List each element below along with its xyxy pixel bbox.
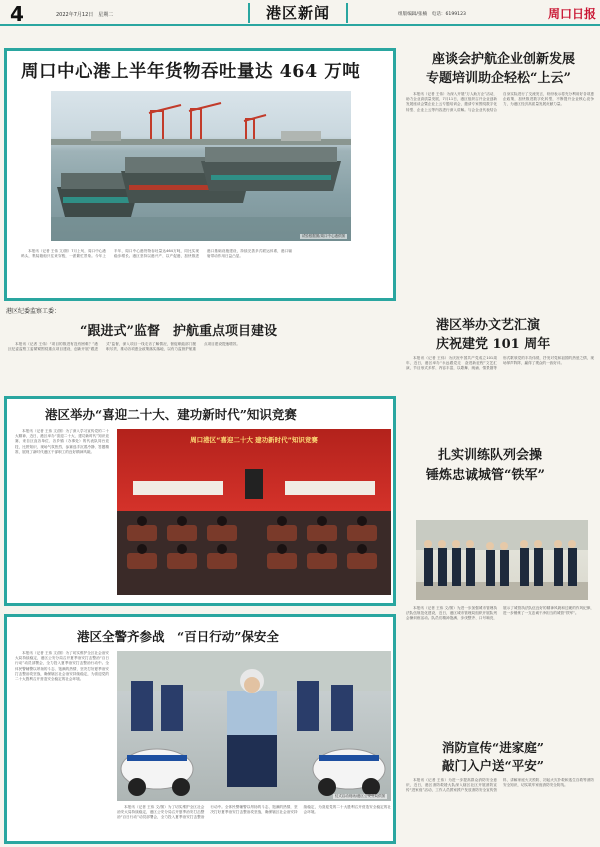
household-body-text: 本报讯（记者 王伟）为进一步提高群众消防安全意识，近日，港区消防救援大队深入辖区社区开展消防宣传“进家庭”活动，工作人员挨家挨户发放消防安全宣传资料，讲解家庭火灾预防、初起火灾扑救和逃生自救等消防安全知识，切实筑牢家庭消防安全防线。 [406, 778, 594, 793]
lead-body [21, 249, 385, 297]
culture-headline-2: 庆祝建党 101 周年 [436, 337, 551, 352]
oversight-body-text: 本报讯（记者 王伟）“项目的推进有没有困难？”港区纪委监察工委紧紧围绕重点项目建设，创新开展“跟进式”监督，深入项目一线走访了解情况，督促职能部门履职尽责，推动各项惠企政策落实落地，以有力监督护航重点项目建设提速增效。 [8, 342, 240, 352]
drill-body [406, 606, 594, 730]
police-body [15, 651, 109, 837]
contest-headline: 港区举办“喜迎二十大、建功新时代”知识竞赛 [45, 407, 297, 422]
oversight-headline: “跟进式”监督 护航重点项目建设 [80, 324, 277, 339]
oversight-body [8, 342, 392, 392]
section-title-box [248, 3, 348, 23]
culture-story [402, 306, 596, 402]
oversight-story [4, 306, 396, 394]
culture-body [406, 356, 594, 402]
oversight-kicker: 港区纪委监察工委： [6, 308, 61, 315]
household-headline-2: 敲门入户送“平安” [442, 758, 544, 773]
police-photo-caption: 仪式启动现场/港区公安分局供图 [334, 794, 385, 798]
household-story [402, 732, 596, 844]
contest-banner: 周口港区“喜迎二十大 建功新时代”知识竞赛 [190, 436, 318, 444]
drill-story [402, 402, 596, 732]
lead-story-box [4, 48, 396, 301]
drill-photo-illustration [416, 520, 588, 600]
page-number: 4 [10, 2, 24, 26]
household-body [406, 778, 594, 842]
drill-headline-1: 扎实训练队列会操 [438, 448, 543, 463]
police-photo [117, 651, 391, 801]
lead-headline: 周口中心港上半年货物吞吐量达 464 万吨 [21, 62, 361, 82]
issue-date: 2022年7月12日 星期二 [56, 12, 114, 18]
contest-body-text: 本报讯（记者 王伟 文/图）为了深入学习宣传党的二十大精神，近日，港区举办“喜迎二十大、建功新时代”知识竞赛，来自区直各单位、各乡镇（办事处）的代表队同台竞技，比拼知识，现场气氛热烈，参赛选手沉着冷静、答题精准，展现了新时代港区干部职工的良好精神风貌。 [15, 429, 109, 454]
seminar-story [402, 36, 596, 306]
drill-photo [416, 520, 588, 600]
port-photo-illustration [51, 91, 351, 241]
section-title: 港区新闻 [265, 4, 330, 22]
culture-headline-1: 港区举办文艺汇演 [436, 318, 541, 333]
police-headline: 港区全警齐参战 “百日行动”保安全 [77, 629, 279, 644]
seminar-body-text: 本报讯（记者 王伟）为深入开展“万人助万企”活动，助力企业高质量发展，7月11日，港区组织召开企业创新发展座谈会暨企业上云专题培训会，邀请专家围绕数字化转型、企业上云等内容进行深入讲解。与会企业代表结合自身实际进行了交流发言，纷纷表示将充分利用好各项惠企政策，加快推进数字化转型，不断提升企业核心竞争力，为港区经济高质量发展贡献力量。 [406, 92, 594, 112]
police-photo-note-area [117, 805, 391, 839]
editor-info: 组版编辑/张楠 电话：6199123 [398, 12, 466, 17]
seminar-headline-1: 座谈会护航企业创新发展 [432, 52, 576, 67]
police-photo-illustration [117, 651, 391, 801]
lead-photo-caption: 试验根据图/周口中心港供图 [301, 234, 345, 238]
contest-audience-illustration [117, 429, 391, 595]
drill-body-text: 本报讯（记者 王伟 文/图）为进一步加强城市管理执法队伍规范化建设，近日，港区城市管理局组织开展队列会操训练活动。队员们精神饱满、步伐整齐、口号响亮，展示了城管执法队伍良好的精神风貌和过硬的作风纪律，进一步锤炼了一支忠诚干净担当的城管“铁军”。 [406, 606, 594, 621]
seminar-headline-2: 专题培训助企轻松“上云” [426, 71, 571, 86]
drill-headline-2: 锤炼忠诚城管“铁军” [426, 468, 545, 483]
contest-story-box [4, 396, 396, 606]
contest-body [15, 429, 109, 601]
lead-body-text: 本报讯（记者 王伟 文/图）7月上旬，周口中心港码头，集装箱船只往来穿梭，一派繁忙景象。今年上半年，周口中心港货物吞吐量达464万吨，同比实现稳步增长。港区坚持以港兴产、以产促港，加快推进港口基础设施建设，持续完善多式联运体系，港口辐射带动作用日益凸显。 [21, 249, 292, 259]
police-continued-text: 本报讯（记者 王伟 文/图）为了切实维护全区社会治安大局持续稳定，港区公安分局召开夏季治安打击整治“百日行动”动员部署会，全力投入夏季治安打击整治行动中。全体民警辅警以昂扬的斗志、饱满的热情，坚决打好夏季治安打击整治攻坚战，确保辖区社会治安持续稳定，为喜迎党的二十大胜利召开营造安全稳定的社会环境。 [117, 805, 391, 820]
contest-photo [117, 429, 391, 595]
household-headline-1: 消防宣传“进家庭” [442, 740, 544, 755]
masthead-logo: 周口日报 [548, 7, 597, 21]
police-story-box [4, 614, 396, 844]
port-photo [51, 91, 351, 241]
police-body-text: 本报讯（记者 王伟 文/图）为了切实维护全区社会治安大局持续稳定，港区公安分局召开夏季治安打击整治“百日行动”动员部署会，全力投入夏季治安打击整治行动中。全体民警辅警以昂扬的斗志、饱满的热情，坚决打好夏季治安打击整治攻坚战，确保辖区社会治安持续稳定，为喜迎党的二十大胜利召开营造安全稳定的社会环境。 [15, 651, 109, 682]
page-header [0, 0, 600, 26]
culture-body-text: 本报讯（记者 王伟）为庆祝中国共产党成立101周年，近日，港区举办“永远跟党走 奋进新征程”文艺汇演，节目形式多样、内容丰富，以歌舞、朗诵、情景剧等形式歌颂党的丰功伟绩，抒发对党和祖国的热爱之情，现场掌声阵阵，赢得了观众的一致好评。 [406, 356, 594, 371]
seminar-body [406, 92, 594, 304]
